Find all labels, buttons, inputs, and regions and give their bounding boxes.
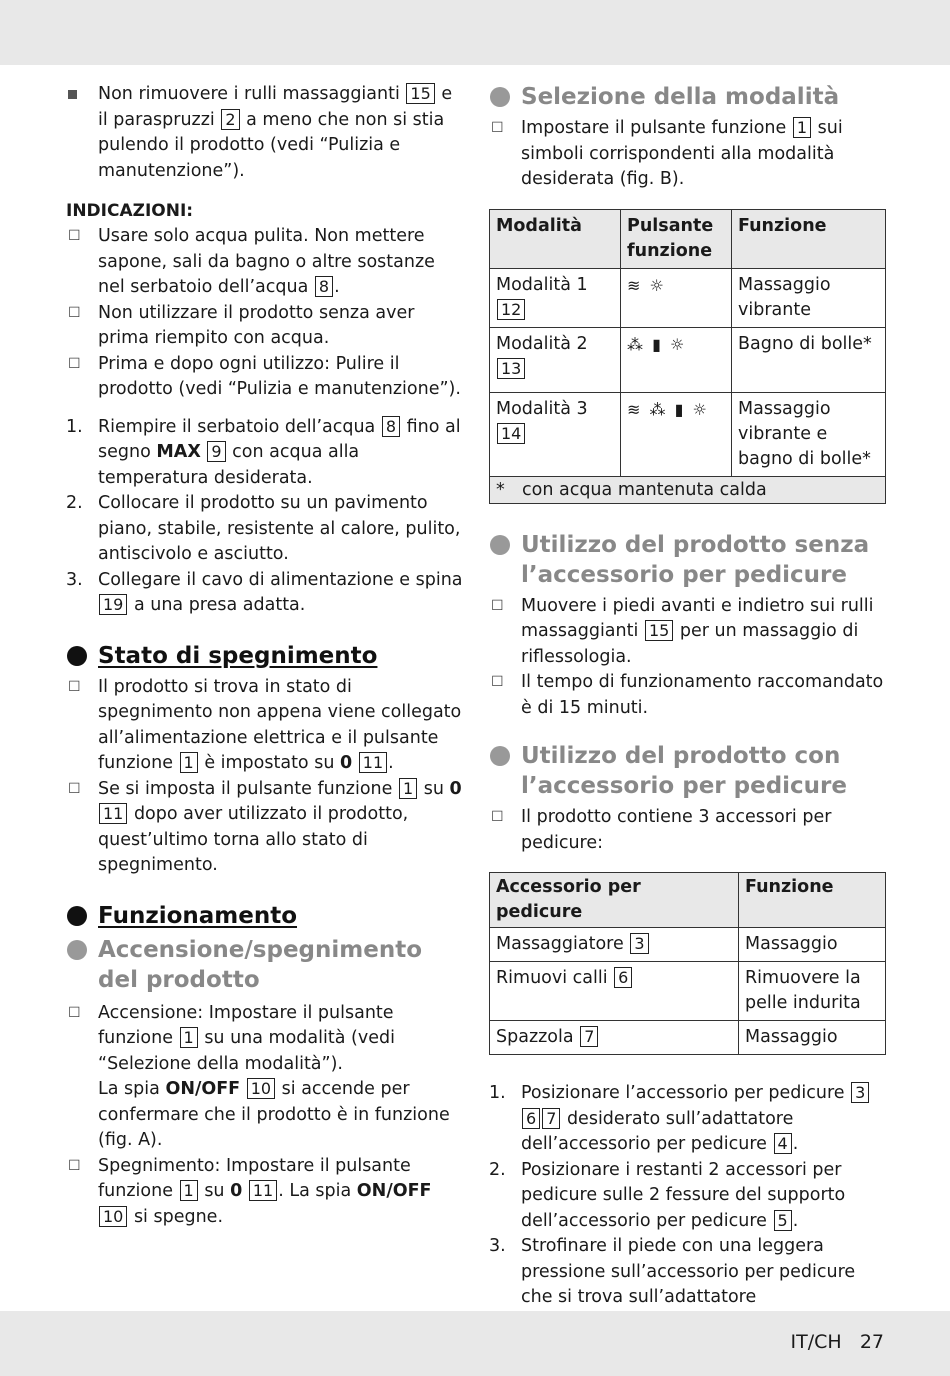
checkbox-bullet-icon: ☐ [68,1004,81,1021]
ref-number: 7 [580,1026,598,1047]
ref-number: 1 [180,1180,198,1201]
step-item: 1. Riempire il serbatoio dell’acqua 8 fino al segno MAX 9 con acqua alla temperatura desiderata. [66,416,461,488]
ref-number: 15 [645,620,673,641]
ref-number: 1 [180,1027,198,1048]
mode-icons: ≋ ⁂ ▮ ☼ [621,392,732,476]
ref-number: 1 [180,752,198,773]
page-footer [791,1331,884,1353]
bullet-dot-icon [490,87,510,107]
ref-number: 6 [522,1108,540,1129]
ref-number: 7 [542,1108,560,1129]
step-item: 2. Posizionare i restanti 2 accessori per pedicure sulle 2 fessure del supporto dell’accessorio per pedicure 5 . [489,1159,846,1231]
note-item: ☐ Non utilizzare il prodotto senza aver prima riempito con acqua. [68,302,415,348]
table-row: Rimuovi calli 6 Rimuovere la pelle indurita [490,962,886,1021]
table-header: Pulsante funzione [621,209,732,268]
section-title-onoff: Accensione/spegnimento del prodotto [66,935,466,995]
table-row: Modalità 3 14 ≋ ⁂ ▮ ☼ Massaggio vibrante e bagno di bolle* [490,392,886,476]
ref-number: 10 [247,1078,275,1099]
left-column [66,82,466,1230]
onoff-item: ☐ Accensione: Impostare il pulsante funzione 1 su una modalità (vedi “Selezione della modalità”). La spia ON/OFF 10 si accende per confermare che il prodotto è in funzione (fig. A). [68,1002,450,1150]
note-item: ☐ Prima e dopo ogni utilizzo: Pulire il prodotto (vedi “Pulizia e manutenzione”). [68,353,461,399]
ref-number: 6 [614,967,632,988]
ref-number: 8 [382,416,400,437]
header-band [0,0,950,65]
table-note: * con acqua mantenuta calda [490,476,886,503]
square-bullet-icon [68,90,77,99]
ref-number: 3 [851,1082,869,1103]
ref-number: 13 [497,358,525,379]
without-item: ☐ Il tempo di funzionamento raccomandato è di 15 minuti. [491,672,884,718]
checkbox-bullet-icon: ☐ [68,355,81,372]
ref-number: 10 [99,1206,127,1227]
ref-number: 9 [207,441,225,462]
checkbox-bullet-icon: ☐ [68,780,81,797]
section-title-operation: Funzionamento [66,901,466,931]
section-title-off-state: Stato di spegnimento [66,641,466,671]
ref-number: 15 [406,83,434,104]
warning-item: Non rimuovere i rulli massaggianti 15 e il paraspruzzi 2 a meno che non si stia pulendo il prodotto (vedi “Pulizia e manutenzione”). [66,82,466,184]
checkbox-bullet-icon: ☐ [491,674,504,690]
ref-number: 5 [774,1210,792,1231]
notes-title: INDICAZIONI: [66,201,194,221]
step-item: 3. Strofinare il piede con una leggera pressione sull’accessorio per pedicure che si trova sull’adattatore [489,1234,886,1336]
ref-number: 14 [497,423,525,444]
ref-number: 1 [399,778,417,799]
mode-icons: ⁂ ▮ ☼ [621,327,732,392]
bullet-dot-icon [67,646,87,666]
without-item: ☐ Muovere i piedi avanti e indietro sui rulli massaggianti 15 per un massaggio di riflessologia. [491,595,874,667]
checkbox-bullet-icon: ☐ [68,228,81,244]
step-item: 3. Collegare il cavo di alimentazione e spina 19 a una presa adatta. [66,569,463,615]
locale-label: IT/CH [790,1331,842,1353]
section-title-mode-selection: Selezione della modalità [489,82,886,112]
section-title-with-accessory: Utilizzo del prodotto con l’accessorio per pedicure [489,741,886,801]
step-item: 2. Collocare il prodotto su un pavimento piano, stabile, resistente al calore, pulito, antiscivolo e asciutto. [66,493,461,564]
mode-item: ☐ Impostare il pulsante funzione 1 sui simboli corrispondenti alla modalità desiderata (fig. B). [491,118,843,189]
accessory-table [489,872,886,1055]
right-column [489,82,886,1336]
table-row: Modalità 2 13 ⁂ ▮ ☼ Bagno di bolle* [490,327,886,392]
ref-number: 12 [497,299,525,320]
note-item: ☐ Usare solo acqua pulita. Non mettere sapone, sali da bagno o altre sostanze nel serbatoio dell’acqua 8 . [68,226,435,297]
with-item: ☐ Il prodotto contiene 3 accessori per pedicure: [491,807,832,853]
off-item: ☐ Se si imposta il pulsante funzione 1 su 0 11 dopo aver utilizzato il prodotto, quest’ultimo torna allo stato di spegnimento. [68,778,462,875]
off-item: ☐ Il prodotto si trova in stato di spegnimento non appena viene collegato all’alimentazione elettrica e il pulsante funzione 1 è impostato su 0 11 . [68,676,462,773]
onoff-item: ☐ Spegnimento: Impostare il pulsante funzione 1 su 0 11 . La spia ON/OFF 10 si spegne. [68,1155,432,1227]
table-header: Funzione [739,873,886,928]
checkbox-bullet-icon: ☐ [491,809,504,825]
step-item: 1. Posizionare l’accessorio per pedicure 36 7 desiderato sull’adattatore dell’accessorio per pedicure 4 . [489,1081,886,1158]
table-row: Massaggiatore 3 Massaggio [490,928,886,962]
table-header: Funzione [732,209,886,268]
bullet-dot-icon [490,746,510,766]
bullet-dot-icon [67,940,87,960]
ref-number: 8 [315,276,333,297]
mode-icons: ≋ ☼ [621,268,732,327]
checkbox-bullet-icon: ☐ [491,120,504,136]
checkbox-bullet-icon: ☐ [68,678,81,695]
ref-number: 19 [99,594,127,615]
ref-number: 2 [221,109,239,130]
bullet-dot-icon [67,906,87,926]
bullet-dot-icon [490,535,510,555]
page-number: 27 [859,1331,884,1353]
ref-number: 11 [359,752,387,773]
mode-table [489,209,886,504]
table-header: Accessorio per pedicure [490,873,739,928]
table-row: Spazzola 7 Massaggio [490,1021,886,1055]
checkbox-bullet-icon: ☐ [491,597,504,614]
table-header: Modalità [490,209,621,268]
ref-number: 4 [774,1133,792,1154]
checkbox-bullet-icon: ☐ [68,304,81,321]
section-title-without-accessory: Utilizzo del prodotto senza l’accessorio per pedicure [489,530,886,590]
ref-number: 1 [793,117,811,138]
table-row: Modalità 1 12 ≋ ☼ Massaggio vibrante [490,268,886,327]
ref-number: 11 [249,1180,277,1201]
checkbox-bullet-icon: ☐ [68,1157,81,1174]
ref-number: 3 [630,933,648,954]
ref-number: 11 [99,803,127,824]
